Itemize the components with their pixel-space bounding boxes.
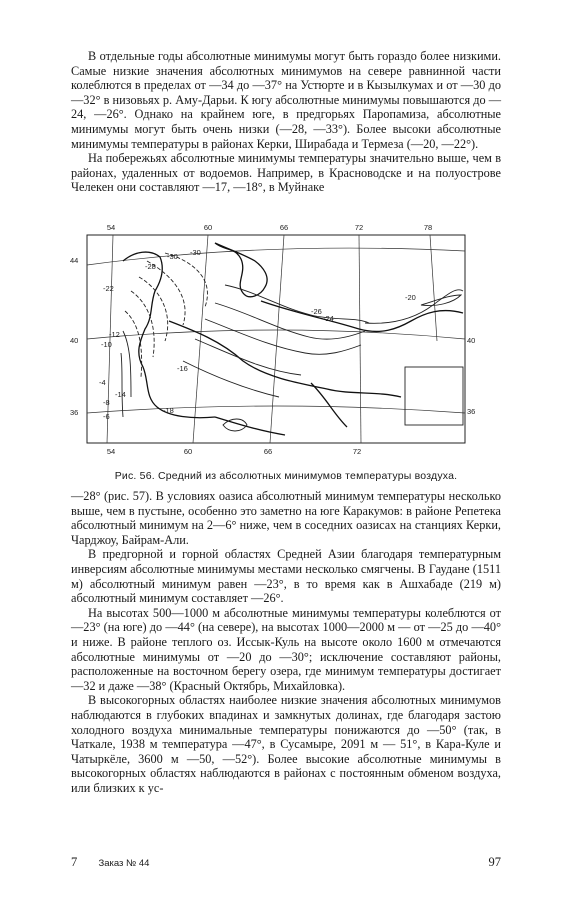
isotherm-label: -16 xyxy=(177,364,188,373)
paragraph: В отдельные годы абсолютные минимумы могут быть гораздо более низкими. Самые низкие значения абсолютных минимумов на севере равнинной части колеблются в пределах от —34 до —37° на Устюрте и в Кызылкумах и от —30 до —32° в низовьях р. Аму-Дарьи. К югу абсолютные минимумы повышаются до —24, —26°. Однако на крайнем юге, в предгорьях Паропамиза, абсолютные минимумы могут быть очень низки (—28, —33°). Более высоки абсолютные минимумы температуры в районах Керки, Ширабада и Термеза (—20, —22°). xyxy=(71,49,501,151)
isotherm-label: -6 xyxy=(103,412,110,421)
footer-signature xyxy=(71,855,149,870)
lat-label: 40 xyxy=(70,336,79,345)
lon-label: 66 xyxy=(263,447,273,456)
isotherm-label: -30 xyxy=(167,252,178,261)
graticule xyxy=(87,235,465,443)
isotherms xyxy=(121,253,463,431)
lon-label: 54 xyxy=(106,447,116,456)
isotherm-label: -20 xyxy=(405,293,416,302)
paragraph: В высокогорных областях наиболее низкие значения абсолютных минимумов наблюдаются в глубоких впадинах и замкнутых долинах, где благодаря застою холодного воздуха минимальные температуры понижаются до —50° (так, в Чаткале, 1938 м температура —47°, в Сусамыре, 2091 м — 51°, в Кара-Куле и Чатыркёле, 3600 м —50, —52°). Более высокие абсолютные минимумы в высокогорных областях наблюдаются в районах с постоянным обменом воздуха, или близких к ус- xyxy=(71,693,501,795)
lon-label: 78 xyxy=(423,223,433,232)
isotherm-label: -4 xyxy=(99,378,106,387)
signature-number: 7 xyxy=(71,855,78,869)
isotherm-label: -24 xyxy=(323,314,334,323)
isotherm-label: -18 xyxy=(163,406,174,415)
lon-label: 72 xyxy=(352,447,362,456)
figure-map xyxy=(65,221,507,461)
lon-label: 60 xyxy=(203,223,213,232)
isotherm-label: -14 xyxy=(115,390,126,399)
page-number: 97 xyxy=(488,855,501,869)
isotherm-label: -28 xyxy=(145,262,156,271)
paragraph: На побережьях абсолютные минимумы температуры значительно выше, чем в районах, удаленных от водоемов. Например, в Красноводске и на полуострове Челекен они составляют —17, —18°, в Муйнаке xyxy=(71,151,501,195)
lat-label: 44 xyxy=(70,256,79,265)
lat-label: 36 xyxy=(467,407,476,416)
isotherm-label: -22 xyxy=(103,284,114,293)
isotherm-label: -26 xyxy=(311,307,322,316)
lat-label: 40 xyxy=(467,336,476,345)
isotherm-label: -12 xyxy=(109,330,120,339)
lon-label: 66 xyxy=(279,223,289,232)
paragraph: —28° (рис. 57). В условиях оазиса абсолютный минимум температуры несколько выше, чем в пустыне, особенно это заметно на юге Каракумов: в районе Репетека абсолютный минимум на 2—6° ниже, чем в соседних оазисах на станциях Керки, Чарджоу, Байрам-Али. xyxy=(71,489,501,547)
text-block-bottom xyxy=(71,489,501,795)
lat-label: 36 xyxy=(70,408,79,417)
lon-label: 72 xyxy=(354,223,364,232)
lon-label: 54 xyxy=(106,223,116,232)
isotherm-label: -30 xyxy=(190,248,201,257)
paragraph: В предгорной и горной областях Средней Азии благодаря температурным инверсиям абсолютные минимумы местами несколько смягчены. В Гаудане (1511 м) абсолютный минимум равен —23°, в то время как в Ашхабаде (219 м) абсолютный минимум составляет —26°. xyxy=(71,547,501,606)
text-block-top xyxy=(71,49,501,195)
isotherm-label: -8 xyxy=(103,398,110,407)
lon-label: 60 xyxy=(183,447,193,456)
order-note: Заказ № 44 xyxy=(98,858,150,869)
paragraph: На высотах 500—1000 м абсолютные минимумы температуры колеблются от —23° (на юге) до —44° (на севере), на высотах 1000—2000 м — от —25 до —40° и ниже. В районе теплого оз. Иссык-Куль на высоте около 1600 м отмечаются абсолютные минимумы от —20 до —30°; исключение составляют районы, расположенные на восточном берегу озера, где минимум температуры достигает —32 и даже —38° (Красный Октябрь, Михайловка). xyxy=(71,605,501,693)
map-svg xyxy=(65,221,507,461)
inset-box xyxy=(405,367,463,425)
isotherm-label: -10 xyxy=(101,340,112,349)
map-frame xyxy=(87,235,465,443)
figure-caption: Рис. 56. Средний из абсолютных минимумов температуры воздуха. xyxy=(114,470,458,482)
